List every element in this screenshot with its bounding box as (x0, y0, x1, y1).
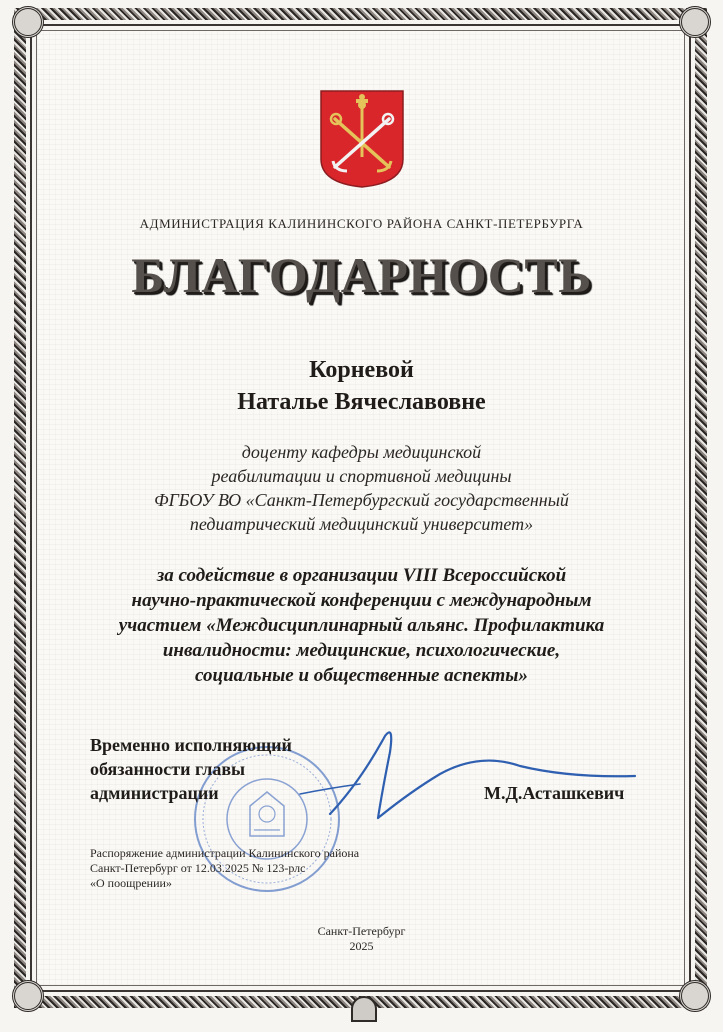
signer-title-line: администрации (90, 783, 219, 803)
document-title: БЛАГОДАРНОСТЬ (131, 247, 592, 303)
issuing-organization: АДМИНИСТРАЦИЯ КАЛИНИНСКОГО РАЙОНА САНКТ-ПЕТЕРБУРГА (139, 216, 584, 231)
order-reference (90, 846, 359, 891)
coat-of-arms-icon (319, 89, 405, 189)
position-line: реабилитации и спортивной медицины (211, 466, 512, 486)
reason-line: участием «Междисциплинарный альянс. Профилактика (118, 615, 605, 636)
reason-line: социальные и общественные аспекты» (195, 665, 528, 686)
handwritten-signature (290, 722, 650, 822)
recipient-surname: Корневой (309, 357, 414, 383)
position-line: ФГБОУ ВО «Санкт-Петербургский государственный (154, 490, 569, 510)
city: Санкт-Петербург (317, 924, 406, 938)
corner-ornament-icon (679, 6, 711, 38)
corner-ornament-icon (12, 6, 44, 38)
order-line: Распоряжение администрации Калининского района (90, 846, 360, 860)
place-and-year (0, 924, 723, 954)
signer-title (90, 733, 292, 805)
order-line: Санкт-Петербург от 12.03.2025 № 123-рлс (90, 861, 306, 875)
position-line: доценту кафедры медицинской (241, 442, 482, 462)
gratitude-reason (0, 563, 723, 688)
signer-title-line: Временно исполняющий (90, 735, 292, 755)
position-line: педиатрический медицинский университет» (189, 514, 534, 534)
recipient-block (0, 354, 723, 418)
bottom-ornament-icon (351, 996, 377, 1022)
corner-ornament-icon (679, 980, 711, 1012)
recipient-position (0, 440, 723, 536)
corner-ornament-icon (12, 980, 44, 1012)
order-line: «О поощрении» (90, 876, 172, 890)
recipient-name: Наталье Вячеславовне (237, 389, 486, 415)
reason-line: за содействие в организации VIII Всероссийской (156, 565, 567, 586)
reason-line: научно-практической конференции с международным (131, 590, 592, 611)
signer-name: М.Д.Асташкевич (484, 783, 625, 803)
reason-line: инвалидности: медицинские, психологические, (162, 640, 561, 661)
year: 2025 (349, 939, 374, 953)
signer-title-line: обязанности главы (90, 759, 246, 779)
